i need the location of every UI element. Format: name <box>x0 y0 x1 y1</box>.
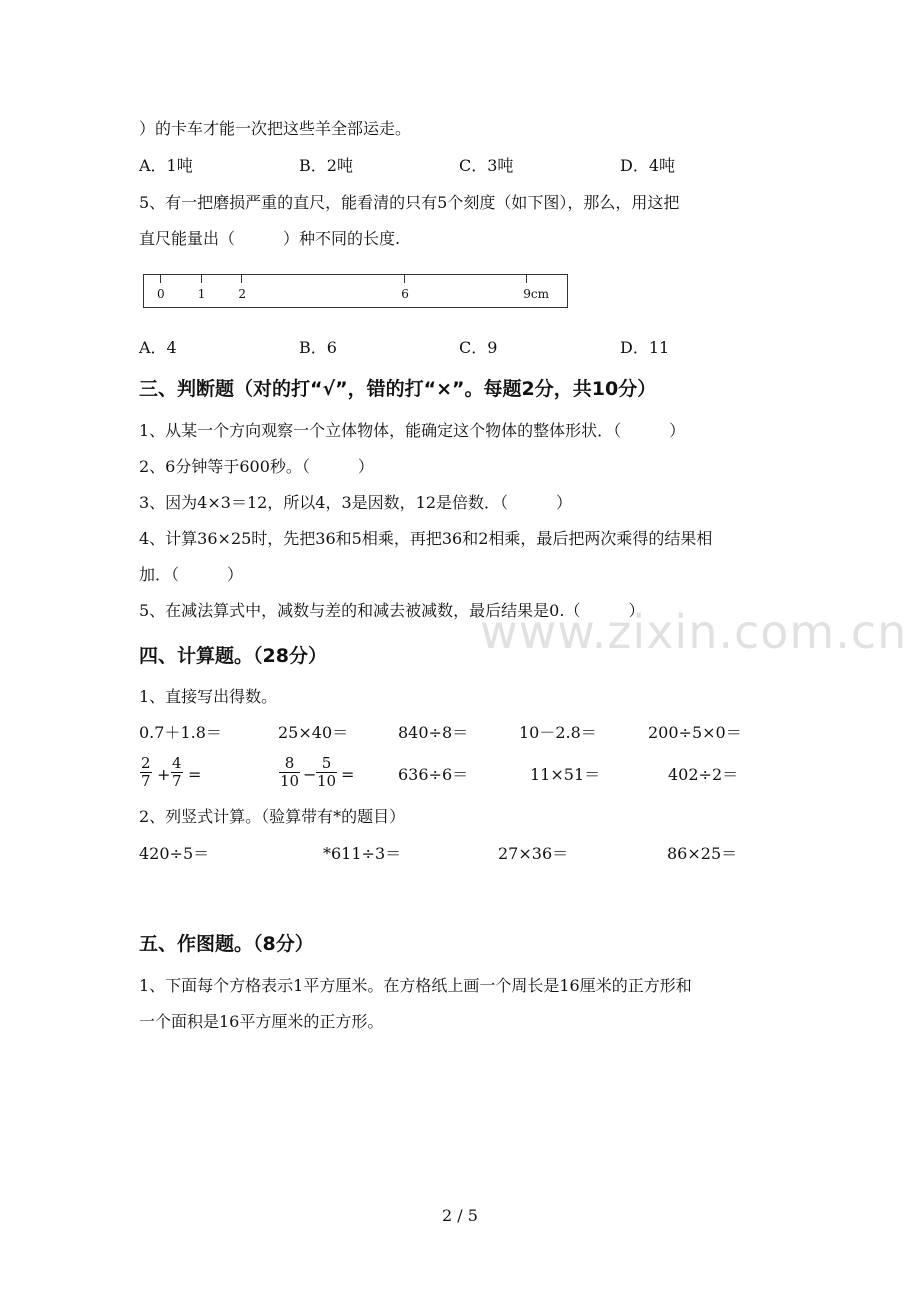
q5-option-d: D．11 <box>620 338 670 357</box>
equals-sign: = <box>341 765 355 784</box>
ruler-label-9cm: 9cm <box>523 287 550 301</box>
calc-row3-4: 86×25＝ <box>667 844 738 863</box>
judge-item-3: 3、因为4×3＝12，所以4，3是因数，12是倍数．（ ） <box>139 493 573 512</box>
judge-item-5: 5、在减法算式中，减数与差的和减去被减数，最后结果是0.（ ） <box>139 601 645 620</box>
denominator: 7 <box>141 772 151 790</box>
page-number: 2 / 5 <box>442 1206 478 1225</box>
numerator: 5 <box>316 755 337 773</box>
ruler-tick-6 <box>404 274 405 283</box>
calc-row3-1: 420÷5＝ <box>139 844 210 863</box>
ruler-label-0: 0 <box>157 287 165 301</box>
calc-row2-3: 402÷2＝ <box>668 765 739 784</box>
ruler <box>143 274 568 308</box>
q5-option-c: C．9 <box>459 338 498 357</box>
numerator: 4 <box>172 754 182 772</box>
q4-tail: ）的卡车才能一次把这些羊全部运走。 <box>139 119 412 138</box>
q5-line2: 直尺能量出（ ）种不同的长度. <box>139 229 401 248</box>
calc-sub2: 2、列竖式计算。（验算带有*的题目） <box>139 807 406 826</box>
calc-row2-1: 636÷6＝ <box>398 765 469 784</box>
plus-sign: + <box>157 765 171 784</box>
fraction-5-10 <box>316 755 337 790</box>
q4-option-c: C．3吨 <box>459 156 514 175</box>
judge-item-1: 1、从某一个方向观察一个立体物体，能确定这个物体的整体形状．（ ） <box>139 421 686 440</box>
judge-item-4: 4、计算36×25时，先把36和5相乘，再把36和2相乘，最后把两次乘得的结果相 <box>139 529 713 548</box>
calc-row1-3: 840÷8＝ <box>398 723 469 742</box>
minus-sign: − <box>303 765 317 784</box>
judge-item-2: 2、6分钟等于600秒。（ ） <box>139 457 374 476</box>
numerator: 2 <box>141 754 151 772</box>
ruler-label-2: 2 <box>238 287 247 301</box>
q4-option-a: A．1吨 <box>139 156 193 175</box>
draw-line2: 一个面积是16平方厘米的正方形。 <box>139 1012 384 1031</box>
judge-item-4-cont: 加．（ ） <box>139 565 244 584</box>
equals-sign: = <box>188 765 202 784</box>
calc-row3-3: 27×36＝ <box>498 844 569 863</box>
ruler-tick-2 <box>241 274 242 283</box>
ruler-tick-9cm <box>526 274 527 283</box>
ruler-tick-0 <box>160 274 161 283</box>
numerator: 8 <box>279 755 300 773</box>
ruler-label-6: 6 <box>401 287 409 301</box>
calc-row2-2: 11×51＝ <box>530 765 601 784</box>
fraction-4-7 <box>171 755 183 790</box>
draw-line1: 1、下面每个方格表示1平方厘米。在方格纸上画一个周长是16厘米的正方形和 <box>139 976 692 995</box>
q5-line1: 5、有一把磨损严重的直尺，能看清的只有5个刻度（如下图），那么，用这把 <box>139 193 680 212</box>
fraction-8-10 <box>279 755 300 790</box>
ruler-tick-1 <box>201 274 202 283</box>
q4-option-d: D．4吨 <box>620 156 676 175</box>
watermark: www.zixin.com.cn <box>480 605 908 659</box>
section4-title: 四、计算题。（28分） <box>139 645 327 667</box>
calc-row3-2: *611÷3＝ <box>323 844 402 863</box>
denominator: 10 <box>280 772 300 790</box>
fraction-2-7 <box>140 755 152 790</box>
denominator: 10 <box>317 772 337 790</box>
q5-option-b: B．6 <box>299 338 337 357</box>
section3-title: 三、判断题（对的打“√”，错的打“×”。每题2分，共10分） <box>139 378 657 400</box>
q4-option-b: B．2吨 <box>299 156 353 175</box>
calc-row1-4: 10－2.8＝ <box>519 723 597 742</box>
q5-option-a: A．4 <box>139 338 177 357</box>
calc-sub1: 1、直接写出得数。 <box>139 687 278 706</box>
ruler-label-1: 1 <box>197 287 206 301</box>
calc-row1-5: 200÷5×0＝ <box>648 723 742 742</box>
calc-row1-1: 0.7＋1.8＝ <box>139 723 222 742</box>
section5-title: 五、作图题。（8分） <box>139 933 314 955</box>
denominator: 7 <box>172 772 182 790</box>
calc-row1-2: 25×40＝ <box>278 723 349 742</box>
